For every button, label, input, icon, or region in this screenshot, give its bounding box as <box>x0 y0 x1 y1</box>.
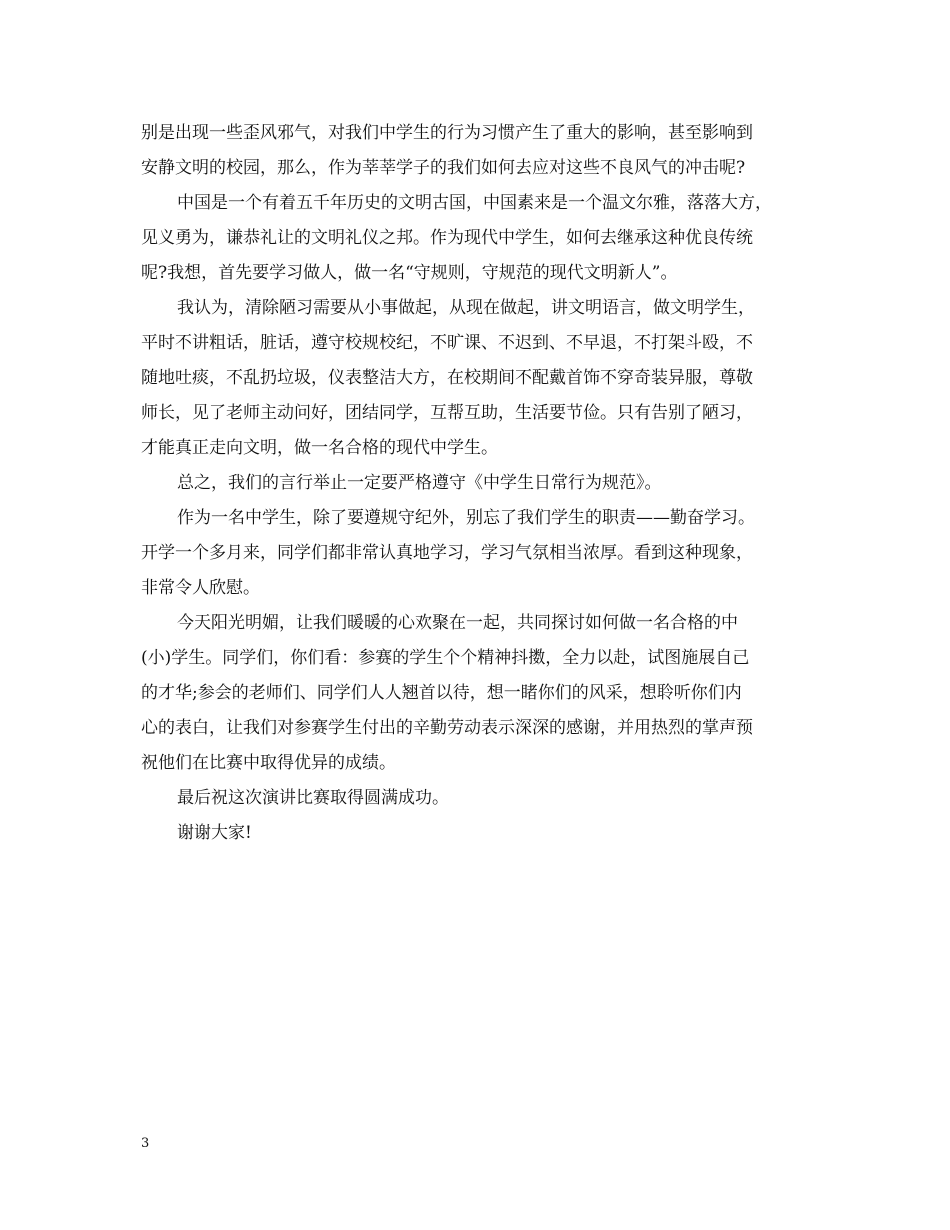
text-line: 别是出现一些歪风邪气，对我们中学生的行为习惯产生了重大的影响，甚至影响到 <box>141 123 753 143</box>
text-line: 平时不讲粗话，脏话，遵守校规校纪，不旷课、不迟到、不早退，不打架斗殴，不 <box>141 333 753 353</box>
text-line: 总之，我们的言行举止一定要严格遵守《中学生日常行为规范》。 <box>177 473 662 493</box>
text-line: 最后祝这次演讲比赛取得圆满成功。 <box>177 788 449 808</box>
text-line: 非常令人欣慰。 <box>141 578 260 598</box>
text-line: 中国是一个有着五千年历史的文明古国，中国素来是一个温文尔雅，落落大方， <box>177 193 772 213</box>
text-line: 随地吐痰，不乱扔垃圾，仪表整洁大方，在校期间不配戴首饰不穿奇装异服，尊敬 <box>141 368 753 388</box>
text-line: 今天阳光明媚，让我们暖暖的心欢聚在一起，共同探讨如何做一名合格的中 <box>177 613 738 633</box>
text-line: 心的表白，让我们对参赛学生付出的辛勤劳动表示深深的感谢，并用热烈的掌声预 <box>141 718 753 738</box>
text-line: 开学一个多月来，同学们都非常认真地学习，学习气氛相当浓厚。看到这种现象， <box>141 543 753 563</box>
text-line: 师长，见了老师主动问好，团结同学，互帮互助，生活要节俭。只有告别了陋习， <box>141 403 753 423</box>
text-line: 见义勇为，谦恭礼让的文明礼仪之邦。作为现代中学生，如何去继承这种优良传统 <box>141 228 753 248</box>
text-line: 作为一名中学生，除了要遵规守纪外，别忘了我们学生的职责——勤奋学习。 <box>177 508 755 528</box>
text-line: 呢?我想，首先要学习做人，做一名“守规则，守规范的现代文明新人”。 <box>141 263 678 283</box>
text-line: 祝他们在比赛中取得优异的成绩。 <box>141 753 396 773</box>
body-text <box>141 116 831 851</box>
text-line: 安静文明的校园，那么，作为莘莘学子的我们如何去应对这些不良风气的冲击呢? <box>141 158 746 178</box>
text-line: 谢谢大家! <box>177 823 252 843</box>
page-number: 3 <box>141 1136 150 1151</box>
text-line: 的才华;参会的老师们、同学们人人翘首以待，想一睹你们的风采，想聆听你们内 <box>141 683 742 703</box>
text-line: 我认为，清除陋习需要从小事做起，从现在做起，讲文明语言，做文明学生， <box>177 298 755 318</box>
text-line: (小)学生。同学们，你们看：参赛的学生个个精神抖擞，全力以赴，试图施展自己 <box>141 648 750 668</box>
text-line: 才能真正走向文明，做一名合格的现代中学生。 <box>141 438 498 458</box>
